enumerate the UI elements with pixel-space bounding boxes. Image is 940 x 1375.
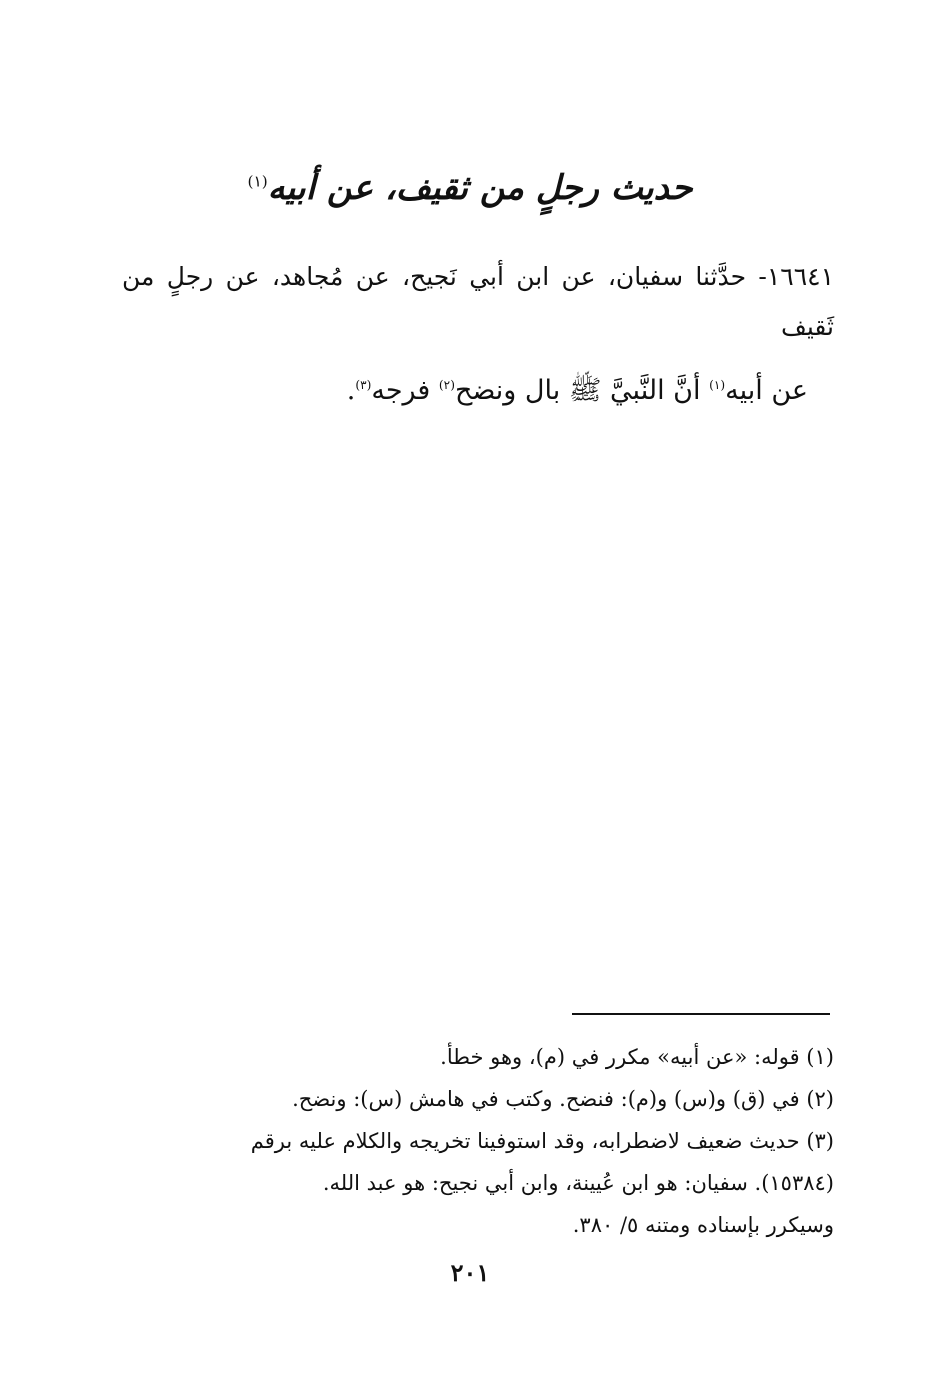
hadith-line-2-mid: أنَّ النَّبيَّ ﷺ بال ونضح [454, 375, 710, 406]
hadith-line-2-tail: . [346, 375, 356, 406]
footnote-3-line-3: وسيكرر بإسناده ومتنه ٥/ ٣٨٠. [572, 1213, 834, 1237]
hadith-line-1: ١٦٦٤١- حدَّثنا سفيان، عن ابن أبي نَجيح، عن مُجاهد، عن رجلٍ من ثَقيف [122, 262, 834, 341]
footnote-ref-1: (١) [709, 378, 726, 392]
footnotes [122, 1036, 834, 1246]
hadith-line-2 [122, 360, 834, 416]
chapter-title-text: حديث رجلٍ من ثقيف، عن أبيه [267, 168, 693, 208]
footnote-3-line-2: (١٥٣٨٤). سفيان: هو ابن عُيينة، وابن أبي نجيح: هو عبد الله. [322, 1171, 834, 1195]
footnote-ref-2: (٢) [438, 378, 455, 392]
chapter-title [120, 168, 820, 208]
page-number: ٢٠١ [450, 1258, 490, 1287]
footnote-1: (١) قوله: «عن أبيه» مكرر في (م)، وهو خطأ. [440, 1045, 834, 1069]
chapter-title-footnote-ref: (١) [247, 172, 268, 191]
footnote-ref-3: (٣) [355, 378, 372, 392]
hadith-text [122, 252, 834, 416]
footnote-2: (٢) في (ق) و(س) و(م): فنضح. وكتب في هامش (س): ونضح. [292, 1087, 834, 1111]
hadith-line-2-start: عن أبيه [725, 375, 808, 406]
footnote-separator [572, 1013, 830, 1015]
footnote-3-line-1: (٣) حديث ضعيف لاضطرابه، وقد استوفينا تخريجه والكلام عليه برقم [250, 1129, 834, 1153]
hadith-line-2-end: فرجه [371, 375, 439, 406]
